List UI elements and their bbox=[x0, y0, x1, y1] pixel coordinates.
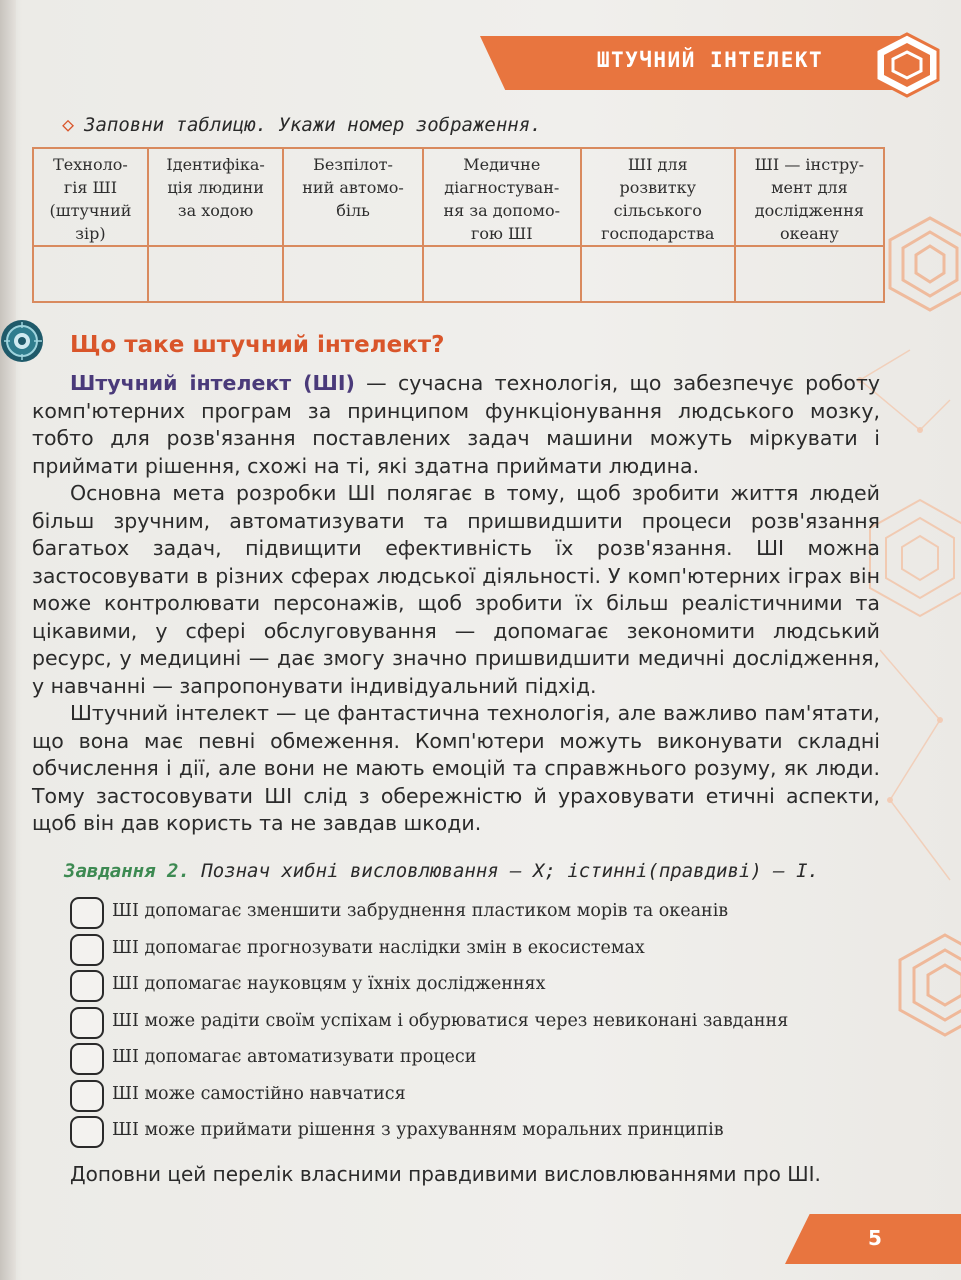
statement-item bbox=[70, 1114, 870, 1151]
hexagon-logo-icon bbox=[872, 32, 942, 98]
table-header-cell: Безпілот- ний автомо- біль bbox=[283, 148, 422, 246]
answer-cell[interactable] bbox=[423, 246, 581, 302]
answer-checkbox[interactable] bbox=[70, 1043, 104, 1075]
book-spine bbox=[0, 0, 16, 1280]
answer-checkbox[interactable] bbox=[70, 934, 104, 966]
paragraph-definition: Штучний інтелект (ШІ) — сучасна технологія, що забезпечує роботу комп'ютерних програм за принципом функціонування людського мозку, тобто для розв'язання поставлених задач машини можуть міркувати і приймати рішення, схожі на ті, які здатна приймати людина. bbox=[32, 371, 880, 478]
statement-text: ШІ допомагає автоматизувати процеси bbox=[112, 1047, 477, 1067]
table-header-cell: ШІ — інстру- мент для дослідження океану bbox=[735, 148, 884, 246]
answer-checkbox[interactable] bbox=[70, 1007, 104, 1039]
statement-item bbox=[70, 968, 870, 1005]
statement-item bbox=[70, 932, 870, 969]
diamond-bullet-icon: ◇ bbox=[62, 112, 75, 136]
answer-cell[interactable] bbox=[33, 246, 148, 302]
task-label: Завдання 2. bbox=[64, 860, 190, 882]
statement-text: ШІ допомагає прогнозувати наслідки змін в екосистемах bbox=[112, 937, 645, 958]
statement-checklist bbox=[70, 895, 870, 1151]
table-instruction bbox=[62, 112, 762, 136]
instruction-text: Заповни таблицю. Укажи номер зображення. bbox=[84, 114, 542, 136]
statement-item bbox=[70, 895, 870, 932]
table-header-cell: Медичне діагностуван- ня за допомо- гою ШІ bbox=[423, 148, 581, 246]
technology-table bbox=[32, 147, 885, 303]
paragraph-limitations: Штучний інтелект — це фантастична технологія, але важливо пам'ятати, що вона має певні обмеження. Комп'ютери можуть виконувати складні обчислення і дії, але вони не мають емоцій та справжнього розуму, як люди. Тому застосовувати ШІ слід з обережністю й ураховувати етичні аспекти, щоб він дав користь та не завдав шкоди. bbox=[32, 701, 880, 835]
statement-text: ШІ може приймати рішення з урахуванням моральних принципів bbox=[112, 1120, 724, 1140]
definition-term: Штучний інтелект (ШІ) bbox=[70, 371, 355, 395]
task-heading bbox=[64, 860, 884, 882]
statement-text: ШІ може радіти своїм успіхам і обурюватися через невиконані завдання bbox=[112, 1010, 789, 1031]
answer-cell[interactable] bbox=[283, 246, 422, 302]
task-text: Познач хибні висловлювання – Х; істинні(правдиві) – І. bbox=[189, 860, 819, 882]
table-answer-row bbox=[33, 246, 884, 302]
statement-item bbox=[70, 1005, 870, 1042]
page-number: 5 bbox=[868, 1226, 882, 1250]
answer-cell[interactable] bbox=[735, 246, 884, 302]
answer-checkbox[interactable] bbox=[70, 897, 104, 929]
section-title: Що таке штучний інтелект? bbox=[70, 332, 445, 358]
table-header-cell: Ідентифіка- ція людини за ходою bbox=[148, 148, 283, 246]
closing-instruction: Доповни цей перелік власними правдивими висловлюваннями про ШІ. bbox=[70, 1162, 821, 1186]
table-header-row bbox=[33, 148, 884, 246]
answer-checkbox[interactable] bbox=[70, 1116, 104, 1148]
statement-text: ШІ може самостійно навчатися bbox=[112, 1083, 406, 1104]
statement-text: ШІ допомагає зменшити забруднення пластиком морів та океанів bbox=[112, 901, 729, 921]
statement-text: ШІ допомагає науковцям у їхніх дослідженнях bbox=[112, 974, 546, 994]
article-body bbox=[32, 370, 880, 838]
answer-cell[interactable] bbox=[581, 246, 735, 302]
paragraph-purpose: Основна мета розробки ШІ полягає в тому, щоб зробити життя людей більш зручним, автоматизувати та пришвидшити процеси розв'язання багатьох задач, підвищити ефективність їх розв'язання. ШІ можна застосовувати в різних сферах людської діяльності. У комп'ютерних іграх він може контролювати персонажів, щоб зробити їх більш реалістичними та цікавими, у сфері обслуговування — допомагає зекономити людський ресурс, у медицині — дає змогу значно пришвидшити медичні дослідження, у навчанні — запропонувати індивідуальний підхід. bbox=[32, 481, 880, 698]
ai-chip-icon bbox=[0, 316, 50, 366]
chapter-title: ШТУЧНИЙ ІНТЕЛЕКТ bbox=[596, 48, 824, 72]
table-header-cell: Техноло- гія ШІ (штучний зір) bbox=[33, 148, 148, 246]
statement-item bbox=[70, 1041, 870, 1078]
answer-cell[interactable] bbox=[148, 246, 283, 302]
answer-checkbox[interactable] bbox=[70, 1080, 104, 1112]
table-header-cell: ШІ для розвитку сільського господарства bbox=[581, 148, 735, 246]
answer-checkbox[interactable] bbox=[70, 970, 104, 1002]
statement-item bbox=[70, 1078, 870, 1115]
